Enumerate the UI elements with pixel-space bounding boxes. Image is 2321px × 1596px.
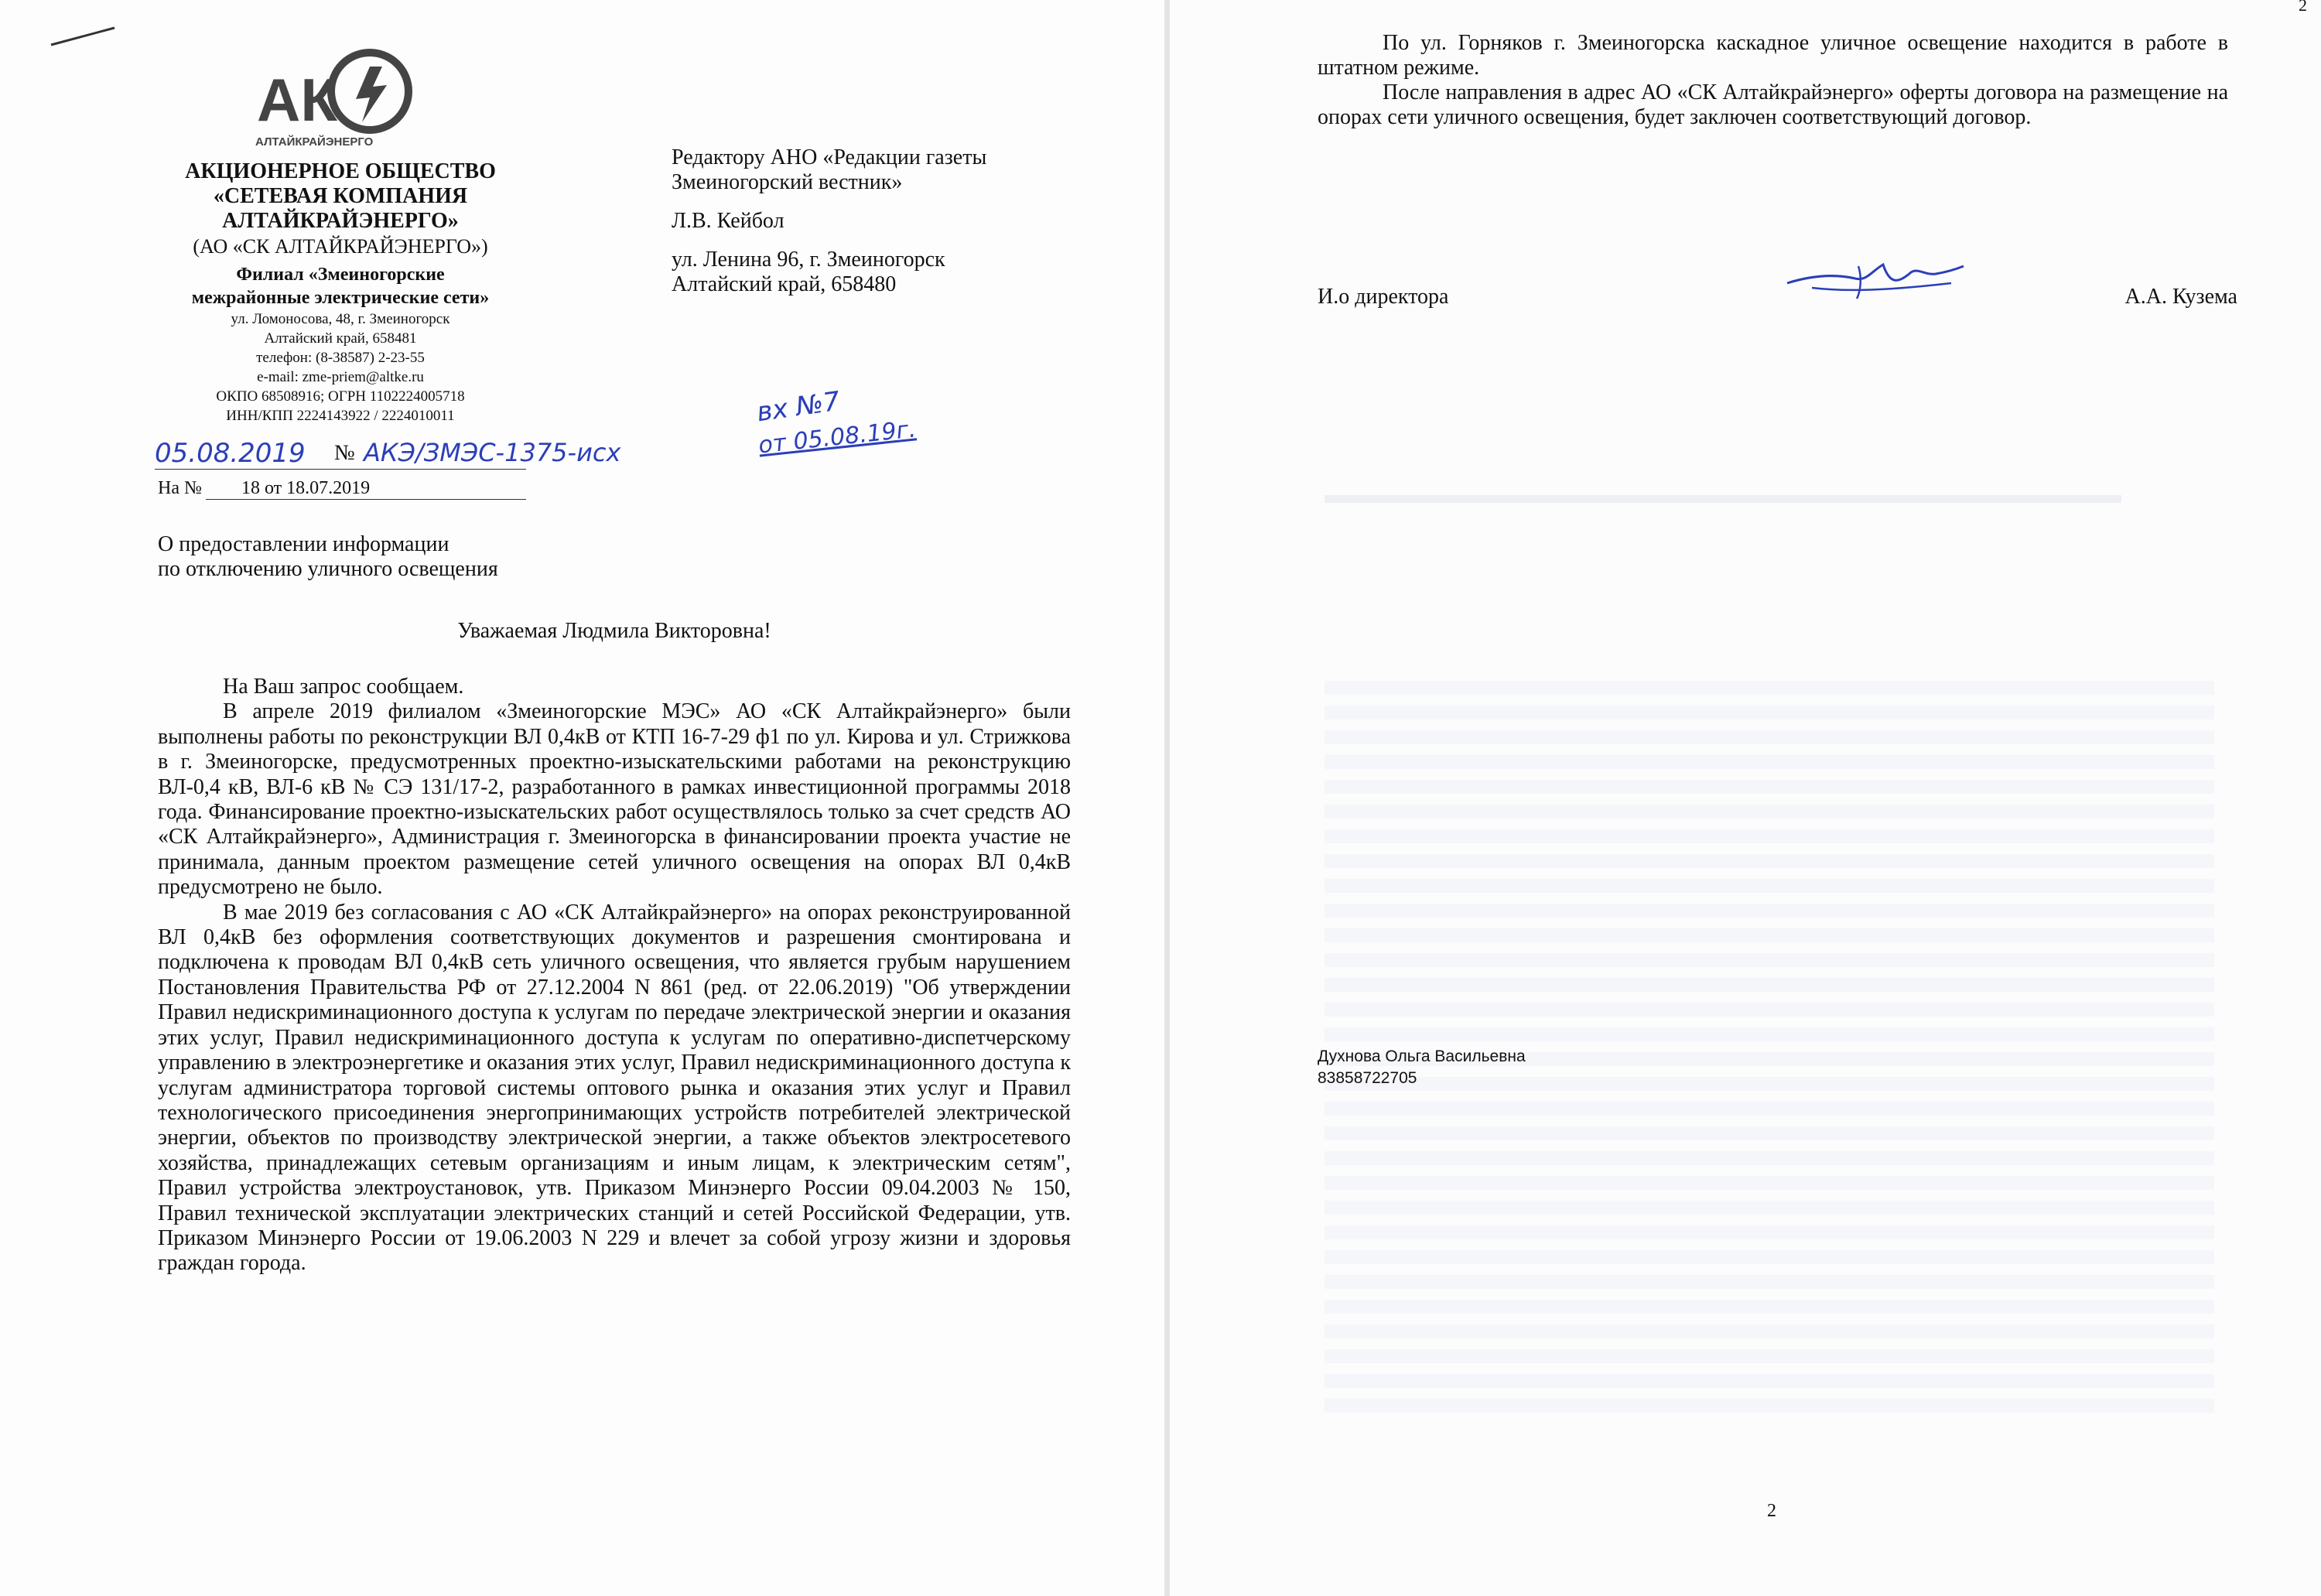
handwritten-incoming-number: вх №7 [754,385,843,429]
signer-position: И.о директора [1318,285,1449,309]
logo-caption: АЛТАЙКРАЙЭНЕРГО [255,135,374,149]
letter-page-2 [1170,0,2321,1596]
executor-info [1318,1046,1526,1089]
page2-paragraph-1: По ул. Горняков г. Змеиногорска каскадное уличное освещение находится в работе в штатном режиме. [1318,31,2228,80]
outgoing-number-underline [155,469,526,470]
handwritten-incoming-date: от 05.08.19г. [757,415,918,460]
page-number-bottom: 2 [1767,1501,1776,1521]
page-number-top: 2 [2299,0,2307,15]
handwritten-date: 05.08.2019 [155,438,306,469]
addressee-address-2: Алтайский край, 658480 [672,272,897,296]
page2-body [1318,31,2228,130]
sender-inn: ИНН/КПП 2224143922 / 2224010011 [226,408,455,424]
sender-address-1: ул. Ломоносова, 48, г. Змеиногорск [231,311,450,327]
logo-letters: АК [257,66,337,134]
addressee-block [672,145,1074,297]
reference-label: На № [158,478,202,498]
addressee-line-1: Редактору АНО «Редакции газеты [672,145,987,169]
letter-body [158,675,1071,1276]
page2-paragraph-2: После направления в адрес АО «СК Алтайкрайэнерго» оферты договора на размещение на опорах сети уличного освещения, будет заключен соответствующий договор. [1318,80,2228,129]
reference-value: 18 от 18.07.2019 [206,478,526,500]
executor-name: Духнова Ольга Васильевна [1318,1047,1526,1065]
sender-email: e-mail: zme-priem@altke.ru [257,369,424,385]
sender-address-2: Алтайский край, 658481 [264,330,417,347]
addressee-line-2: Змеиногорский вестник» [672,170,903,194]
page-gutter [1164,0,1170,1596]
sender-okpo: ОКПО 68508916; ОГРН 1102224005718 [216,388,465,405]
pen-mark [48,22,118,53]
body-paragraph-1: На Ваш запрос сообщаем. [223,675,464,699]
addressee-address-1: ул. Ленина 96, г. Змеиногорск [672,248,945,272]
body-paragraph-2: В апреле 2019 филиалом «Змеиногорские МЭС» АО «СК Алтайкрайэнерго» были выполнены работы по реконструкции ВЛ 0,4кВ от КТП 16-7-29 ф1 по ул. Кирова и ул. Стрижкова в г. Змеиногорске, предусмотренных проектно-изыскательскими работами на реконструкцию ВЛ-0,4 кВ, ВЛ-6 кВ № СЭ 131/17-2, разработанного в рамках инвестиционной программы 2018 года. Финансирование проектно-изыскательских работ осуществлялось только за счет средств АО «СК Алтайкрайэнерго», Администрация г. Змеиногорска в финансировании проекта участие не принимала, данным проектом размещение сетей уличного освещения на опорах ВЛ 0,4кВ предусмотрено не было. [158,699,1071,900]
addressee-name: Л.В. Кейбол [672,209,784,233]
branch-name-1: Филиал «Змеиногорские [236,265,445,285]
salutation: Уважаемая Людмила Викторовна! [457,619,771,643]
handwritten-outgoing-number: АКЭ/ЗМЭС-1375-исх [364,438,621,467]
sender-header [147,159,534,425]
signature-scribble [1781,252,1967,306]
company-name-1: АКЦИОНЕРНОЕ ОБЩЕСТВО [185,159,496,183]
body-paragraph-3: В мае 2019 без согласования с АО «СК Алтайкрайэнерго» на опорах реконструированной ВЛ 0,4кВ без оформления соответствующих документов и разрешения смонтирована и подключена к проводам ВЛ 0,4кВ сеть уличного освещения, что является грубым нарушением Постановления Правительства РФ от 27.12.2004 N 861 (ред. от 22.06.2019) "Об утверждении Правил недискриминационного доступа к услугам по передаче электрической энергии и оказания этих услуг, Правил недискриминационного доступа к услугам по оперативно-диспетчерскому управлению в электроэнергетике и оказания этих услуг, Правил недискриминационного доступа к услугам администратора торговой системы оптового рынка и оказания этих услуг и Правил технологического присоединения энергопринимающих устройств потребителей электрической энергии, объектов по производству электрической энергии, а также объектов электросетевого хозяйства, принадлежащих сетевым организациям и иным лицам, к электрическим сетям", Правил устройства электроустановок, утв. Приказом Минэнерго России 09.04.2003 № 150, Правил технической эксплуатации электрических станций и сетей Российской Федерации, утв. Приказом Минэнерго России от 19.06.2003 N 229 и влечет за собой угрозу жизни и здоровья граждан города. [158,900,1071,1276]
executor-phone: 83858722705 [1318,1069,1417,1087]
sender-phone: телефон: (8-38587) 2-23-55 [256,350,425,366]
subject-line-2: по отключению уличного освещения [158,557,498,581]
subject-line-1: О предоставлении информации [158,532,450,556]
bleed-through-line [1325,495,2121,503]
logo-emblem-icon [254,43,424,159]
letter-subject [158,532,498,582]
company-name-3: АЛТАЙКРАЙЭНЕРГО» [222,209,459,233]
signer-name: А.А. Кузема [2124,285,2237,309]
company-logo [254,43,424,159]
outgoing-number-label: № [334,441,355,465]
company-name-2: «СЕТЕВАЯ КОМПАНИЯ [213,184,468,208]
company-abbr: (АО «СК АЛТАЙКРАЙЭНЕРГО») [193,235,488,258]
branch-name-2: межрайонные электрические сети» [191,288,490,308]
